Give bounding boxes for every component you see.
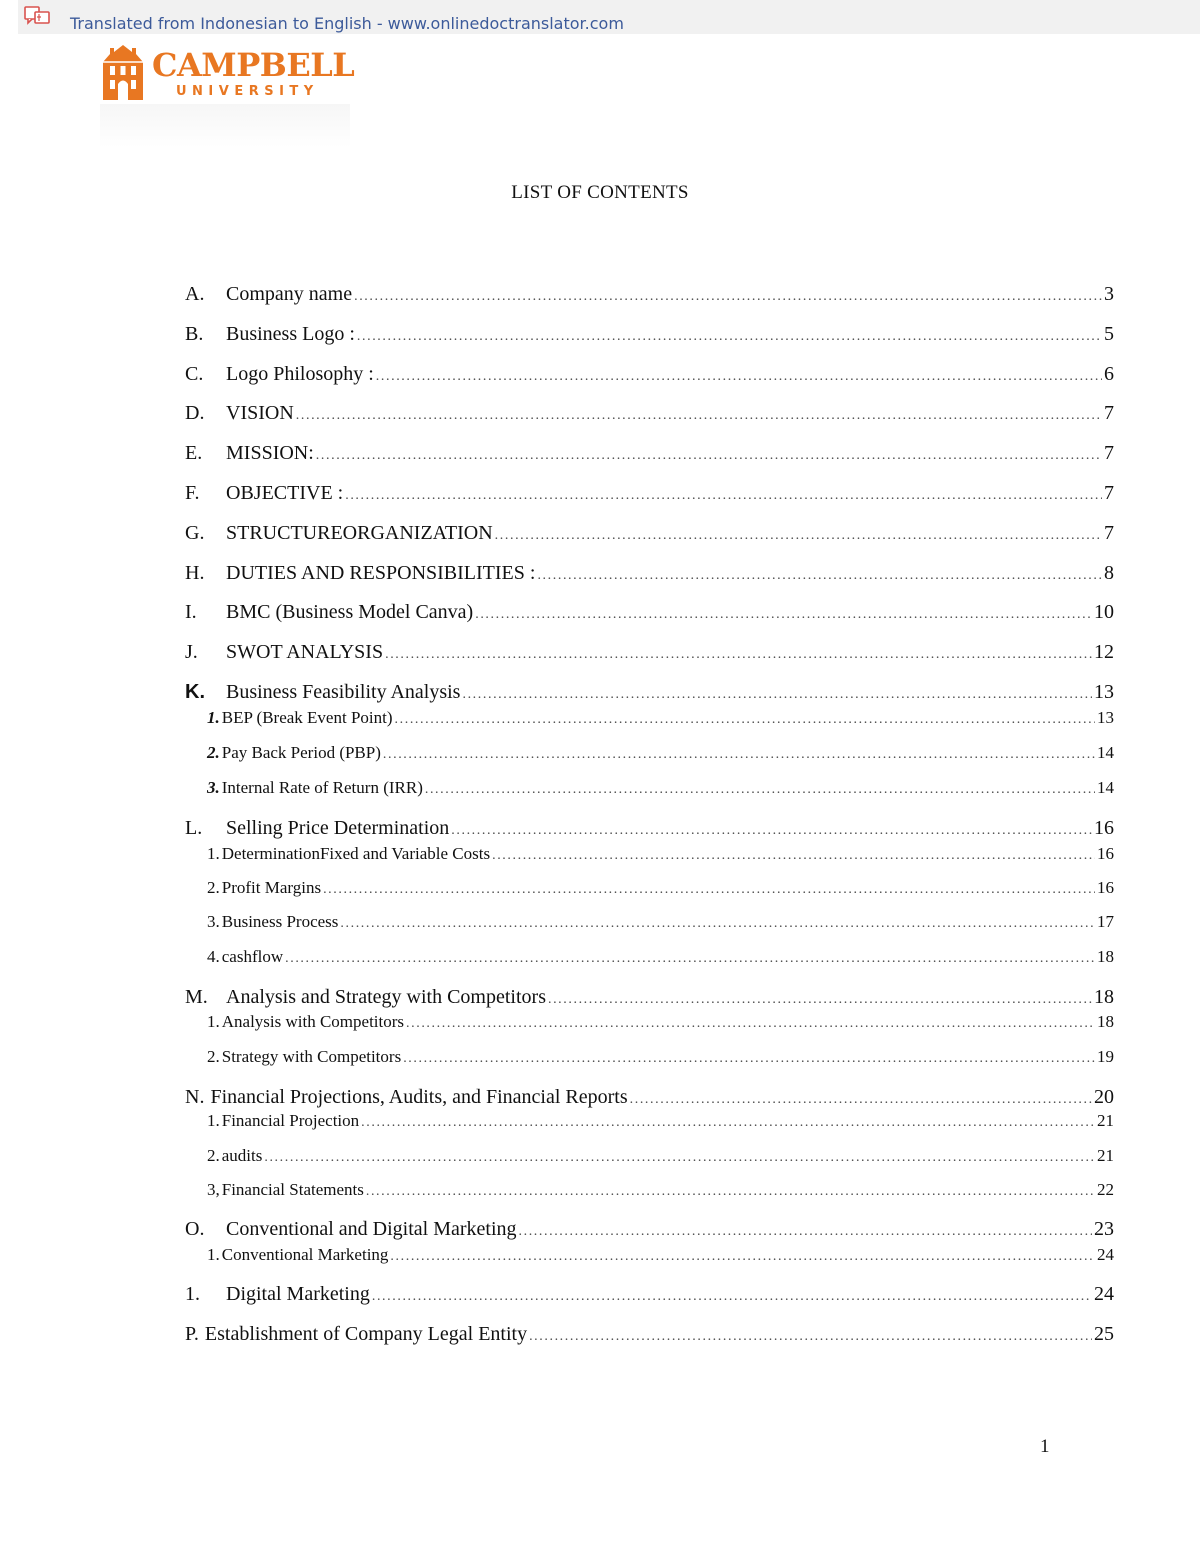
toc-entry-page: 10 [1094,601,1114,623]
toc-entry [185,562,1114,585]
toc-entry-page: 6 [1104,363,1114,385]
toc-entry-title: Internal Rate of Return (IRR) [221,778,423,797]
toc-entry-title: BMC (Business Model Canva) [226,601,474,623]
toc-entry-title: BEP (Break Event Point) [221,708,393,727]
toc-entry-label: K. [185,681,205,703]
toc-entry [185,641,1114,664]
dot-leader [492,848,1095,864]
dot-leader [403,1051,1095,1067]
dot-leader [345,488,1102,504]
dot-leader [366,1184,1095,1200]
banner-text: Translated from Indonesian to English - www.onlinedoctranslator.com [70,14,624,33]
dot-leader [323,882,1095,898]
toc-entry-page: 21 [1097,1146,1114,1165]
toc-entry [185,986,1114,1009]
toc-entry-title: Analysis and Strategy with Competitors [226,986,546,1008]
toc-entry [185,743,1114,763]
logo-wordmark: CAMPBELL [152,46,355,84]
toc-entry-page: 7 [1104,402,1114,424]
dot-leader [354,289,1102,305]
toc-entry-page: 23 [1094,1218,1114,1240]
dot-leader [385,647,1092,663]
toc-entry-label: O. [185,1218,205,1240]
campbell-logo [100,44,355,107]
toc-entry-page: 25 [1094,1323,1114,1345]
toc-entry-label: 1. [207,1245,220,1264]
toc-entry-page: 7 [1104,482,1114,504]
dot-leader [340,916,1095,932]
toc-entry-page: 16 [1097,844,1114,863]
toc-entry-page: 14 [1097,778,1114,797]
dot-leader [296,408,1102,424]
dot-leader [390,1249,1095,1265]
toc-entry-page: 21 [1097,1111,1114,1130]
toc-entry-page: 24 [1094,1283,1114,1305]
toc-entry-title: Financial Statements [221,1180,364,1199]
toc-entry-title: DeterminationFixed and Variable Costs [221,844,491,863]
toc-entry [185,283,1114,306]
toc-entry-label: D. [185,402,205,424]
toc-entry [185,323,1114,346]
toc-entry [185,912,1114,932]
toc-entry-title: MISSION: [226,442,314,464]
dot-leader [548,992,1092,1008]
toc-entry-page: 7 [1104,522,1114,544]
dot-leader [361,1115,1095,1131]
toc-entry-title: Business Logo : [226,323,355,345]
dot-leader [376,369,1102,385]
translate-icon [24,6,52,28]
toc-entry-title: Conventional and Digital Marketing [226,1218,517,1240]
dot-leader [383,747,1095,763]
toc-entry [185,778,1114,798]
toc-entry-title: Business Process [221,912,339,931]
toc-entry-label: 1. [185,1283,200,1305]
toc-entry-label: 3. [207,778,220,797]
dot-leader [316,448,1102,464]
toc-entry [185,522,1114,545]
toc-entry-title: Selling Price Determination [226,817,450,839]
university-crest-icon [100,44,146,102]
toc-entry-title: Pay Back Period (PBP) [221,743,381,762]
toc-entry-label: 3, [207,1180,220,1199]
toc-entry-page: 20 [1094,1086,1114,1108]
toc-entry-page: 8 [1104,562,1114,584]
toc-entry-page: 7 [1104,442,1114,464]
toc-entry-label: B. [185,323,204,345]
toc-entry-page: 13 [1097,708,1114,727]
toc-entry-label: F. [185,482,200,504]
toc-entry [185,878,1114,898]
toc-entry-label: 1. [207,708,220,727]
toc-entry-title: Establishment of Company Legal Entity [204,1323,528,1345]
toc-entry-title: STRUCTUREORGANIZATION [226,522,493,544]
toc-entry [185,482,1114,505]
toc-entry-title: Financial Projections, Audits, and Financial Reports [210,1086,628,1108]
toc-entry-title: Analysis with Competitors [221,1012,405,1031]
dot-leader [537,568,1102,584]
toc-entry-title: audits [221,1146,263,1165]
toc-entry-page: 24 [1097,1245,1114,1264]
dot-leader [519,1224,1093,1240]
toc-entry [185,1283,1114,1306]
toc-entry [185,442,1114,465]
toc-entry-label: 2. [207,1146,220,1165]
toc-entry-label: C. [185,363,204,385]
toc-entry [185,817,1114,840]
document-title: LIST OF CONTENTS [511,182,689,203]
dot-leader [406,1016,1095,1032]
dot-leader [264,1150,1095,1166]
toc-entry-label: J. [185,641,198,663]
dot-leader [372,1289,1092,1305]
toc-entry [185,1323,1114,1346]
toc-entry-title: Company name [226,283,353,305]
toc-entry-title: Strategy with Competitors [221,1047,402,1066]
logo-subtitle: UNIVERSITY [176,84,319,99]
dot-leader [395,712,1095,728]
dot-leader [462,687,1092,703]
dot-leader [425,782,1095,798]
toc-entry-page: 18 [1094,986,1114,1008]
toc-entry [185,1245,1114,1265]
toc-entry-label: 3. [207,912,220,931]
toc-entry-title: Financial Projection [221,1111,360,1130]
toc-entry-title: Conventional Marketing [221,1245,389,1264]
toc-entry-label: E. [185,442,203,464]
toc-entry [185,1146,1114,1166]
toc-entry-page: 22 [1097,1180,1114,1199]
toc-entry [185,844,1114,864]
toc-entry-title: VISION [226,402,294,424]
toc-entry-title: Digital Marketing [226,1283,370,1305]
toc-entry [185,1047,1114,1067]
toc-entry [185,601,1114,624]
toc-entry-page: 17 [1097,912,1114,931]
toc-entry-label: H. [185,562,205,584]
toc-entry-title: cashflow [221,947,284,966]
toc-entry [185,708,1114,728]
toc-entry-page: 18 [1097,1012,1114,1031]
toc-entry [185,1180,1114,1200]
toc-entry-title: Business Feasibility Analysis [226,681,461,703]
toc-entry-label: I. [185,601,197,623]
toc-entry-page: 16 [1094,817,1114,839]
dot-leader [357,329,1102,345]
toc-entry-page: 19 [1097,1047,1114,1066]
toc-entry-label: 1. [207,844,220,863]
toc-entry-label: M. [185,986,208,1008]
dot-leader [630,1092,1092,1108]
dot-leader [451,823,1092,839]
dot-leader [475,607,1092,623]
toc-entry-page: 14 [1097,743,1114,762]
toc-entry-page: 13 [1094,681,1114,703]
toc-entry-page: 3 [1104,283,1114,305]
toc-entry [185,681,1114,704]
toc-entry-title: Profit Margins [221,878,322,897]
toc-entry [185,1086,1114,1109]
toc-entry-label: L. [185,817,203,839]
dot-leader [529,1329,1092,1345]
toc-entry-title: Logo Philosophy : [226,363,374,385]
toc-entry-page: 18 [1097,947,1114,966]
toc-entry [185,363,1114,386]
toc-entry [185,947,1114,967]
dot-leader [285,951,1095,967]
toc-entry-label: A. [185,283,205,305]
toc-entry [185,1111,1114,1131]
toc-entry-label: N. [185,1086,205,1108]
page-number: 1 [1040,1436,1050,1457]
toc-entry [185,1218,1114,1241]
toc-entry-page: 16 [1097,878,1114,897]
toc-entry-label: 4. [207,947,220,966]
toc-entry-label: 1. [207,1012,220,1031]
toc-entry-page: 12 [1094,641,1114,663]
toc-entry-page: 5 [1104,323,1114,345]
toc-entry-label: 2. [207,878,220,897]
toc-entry-label: G. [185,522,205,544]
toc-entry-label: 1. [207,1111,220,1130]
toc-entry-title: OBJECTIVE : [226,482,344,504]
toc-entry-title: DUTIES AND RESPONSIBILITIES : [226,562,536,584]
toc-entry-label: 2. [207,743,220,762]
toc-entry [185,1012,1114,1032]
dot-leader [495,528,1102,544]
table-of-contents [185,0,1114,1400]
toc-entry-label: P. [185,1323,199,1345]
toc-entry-title: SWOT ANALYSIS [226,641,384,663]
toc-entry [185,402,1114,425]
toc-entry-label: 2. [207,1047,220,1066]
